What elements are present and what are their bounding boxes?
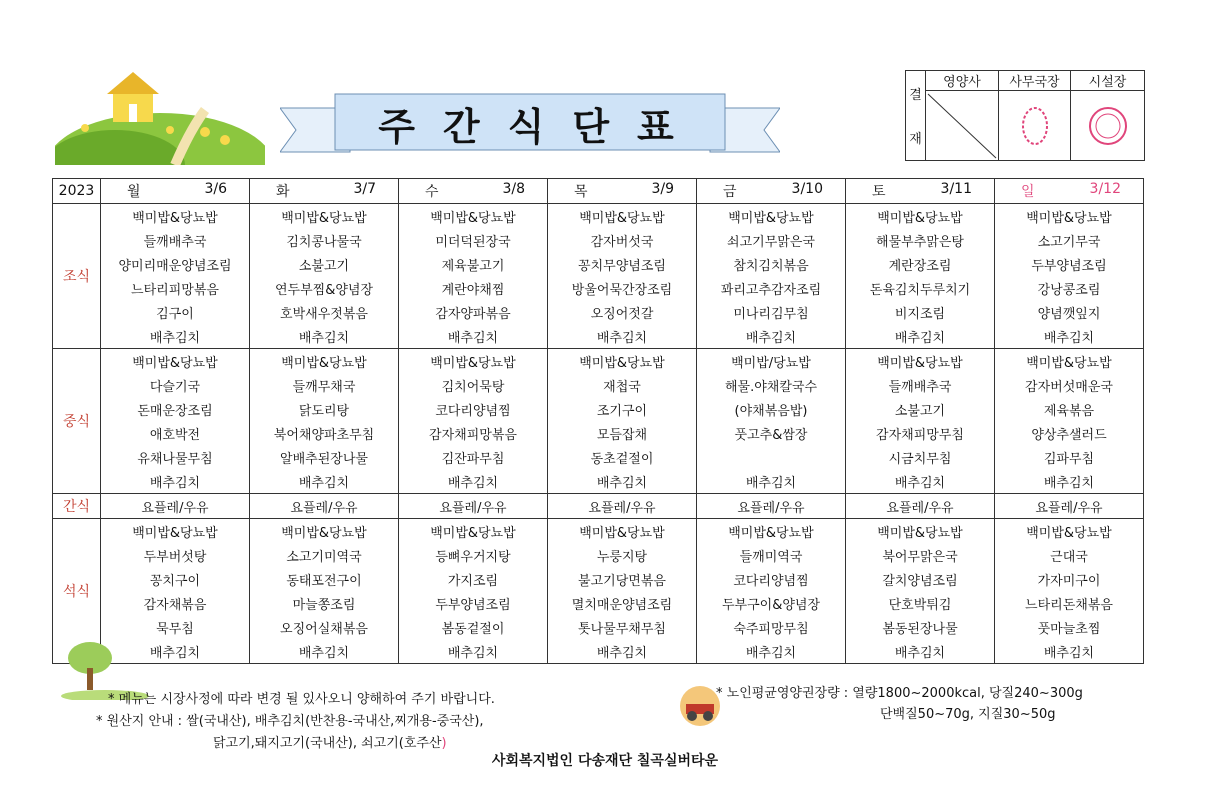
table-row	[53, 252, 1144, 276]
table-row	[53, 591, 1144, 615]
page-title: 주간식단표	[378, 104, 702, 149]
day-header-0	[101, 179, 250, 204]
menu-item: 요플레/우유	[995, 494, 1144, 519]
menu-item: 제육불고기	[399, 252, 548, 276]
menu-item: 백미밥&당뇨밥	[846, 204, 995, 229]
approval-label-bottom: 재	[909, 132, 922, 148]
menu-item: 백미밥&당뇨밥	[101, 204, 250, 229]
approval-label-top: 결	[909, 87, 922, 103]
origin-text-line2	[213, 732, 447, 751]
day-name: 수	[425, 184, 439, 200]
table-row	[53, 445, 1144, 469]
menu-item: 불고기당면볶음	[548, 567, 697, 591]
menu-item: 다슬기국	[101, 373, 250, 397]
meal-label: 중식	[53, 349, 101, 494]
menu-item: 들깨무채국	[250, 373, 399, 397]
menu-item: 배추김치	[250, 639, 399, 664]
menu-item: 백미밥&당뇨밥	[250, 349, 399, 374]
menu-item: (야채볶음밥)	[697, 397, 846, 421]
menu-item: 계란장조림	[846, 252, 995, 276]
menu-item: 요플레/우유	[548, 494, 697, 519]
menu-item: 마늘쫑조림	[250, 591, 399, 615]
day-header-4	[697, 179, 846, 204]
seal-stamp-icon	[1015, 103, 1055, 149]
menu-item: 애호박전	[101, 421, 250, 445]
approval-label	[906, 71, 926, 160]
menu-item: 유채나물무침	[101, 445, 250, 469]
menu-item: 방울어묵간장조림	[548, 276, 697, 300]
menu-item: 누룽지탕	[548, 543, 697, 567]
menu-item: 풋고추&쌈장	[697, 421, 846, 445]
menu-item: 백미밥/당뇨밥	[697, 349, 846, 374]
diagonal-slash	[926, 92, 998, 160]
menu-item: 배추김치	[846, 324, 995, 349]
approval-sign-director	[1071, 91, 1144, 160]
menu-item: 배추김치	[995, 324, 1144, 349]
menu-item: 김구이	[101, 300, 250, 324]
menu-item: 배추김치	[697, 639, 846, 664]
table-row	[53, 397, 1144, 421]
menu-item: 호박새우젓볶음	[250, 300, 399, 324]
nutrition-text-line1: * 노인평균영양권장량 : 열량1800~2000kcal, 당질240~300g	[716, 686, 1083, 701]
menu-item: 요플레/우유	[101, 494, 250, 519]
weekly-menu-table	[52, 178, 1144, 664]
menu-item: 갈치양념조림	[846, 567, 995, 591]
menu-item: 두부구이&양념장	[697, 591, 846, 615]
menu-item: 느타리피망볶음	[101, 276, 250, 300]
menu-item: 계란야채찜	[399, 276, 548, 300]
table-row	[53, 300, 1144, 324]
menu-item: 백미밥&당뇨밥	[548, 204, 697, 229]
menu-item: 코다리양념찜	[399, 397, 548, 421]
table-row	[53, 373, 1144, 397]
menu-item: 양미리매운양념조림	[101, 252, 250, 276]
menu-item: 북어채양파초무침	[250, 421, 399, 445]
menu-item: 코다리양념찜	[697, 567, 846, 591]
menu-item: 감자양파볶음	[399, 300, 548, 324]
menu-item: 배추김치	[697, 469, 846, 494]
table-row	[53, 567, 1144, 591]
menu-item: 소고기미역국	[250, 543, 399, 567]
menu-item: 봄동겉절이	[399, 615, 548, 639]
menu-item: 연두부찜&양념장	[250, 276, 399, 300]
table-row	[53, 519, 1144, 544]
table-row	[53, 639, 1144, 664]
menu-item: 배추김치	[399, 639, 548, 664]
table-row	[53, 615, 1144, 639]
menu-item: 오징어실채볶음	[250, 615, 399, 639]
menu-item: 톳나물무채무침	[548, 615, 697, 639]
menu-item: 양념깻잎지	[995, 300, 1144, 324]
day-header-1	[250, 179, 399, 204]
menu-item: 단호박튀김	[846, 591, 995, 615]
table-row	[53, 228, 1144, 252]
day-header-2	[399, 179, 548, 204]
day-name: 월	[127, 184, 141, 200]
menu-item: 모듬잡채	[548, 421, 697, 445]
approval-col-office-manager: 사무국장	[999, 71, 1071, 91]
menu-item: 알배추된장나물	[250, 445, 399, 469]
table-row	[53, 276, 1144, 300]
menu-item: 요플레/우유	[250, 494, 399, 519]
day-name: 일	[1021, 184, 1035, 200]
menu-item: 꽈리고추감자조림	[697, 276, 846, 300]
menu-item: 소고기무국	[995, 228, 1144, 252]
menu-item: 시금치무침	[846, 445, 995, 469]
menu-item: 요플레/우유	[846, 494, 995, 519]
origin-text-line1: * 원산지 안내 : 쌀(국내산), 배추김치(반찬용-국내산,찌개용-중국산),	[96, 714, 484, 729]
day-name: 목	[574, 184, 588, 200]
menu-item: 배추김치	[101, 639, 250, 664]
menu-item: 배추김치	[101, 324, 250, 349]
day-name: 화	[276, 184, 290, 200]
menu-item: 숙주피망무침	[697, 615, 846, 639]
organization-name: 사회복지법인 다송재단 칠곡실버타운	[491, 753, 719, 769]
day-header-6	[995, 179, 1144, 204]
year-cell: 2023	[53, 179, 101, 204]
menu-item: 백미밥&당뇨밥	[697, 204, 846, 229]
menu-item: 멸치매운양념조림	[548, 591, 697, 615]
nutrition-text-line2: 단백질50~70g, 지질30~50g	[880, 707, 1056, 722]
menu-item: 백미밥&당뇨밥	[101, 519, 250, 544]
table-row	[53, 421, 1144, 445]
menu-item: 백미밥&당뇨밥	[101, 349, 250, 374]
table-header-row	[53, 179, 1144, 204]
menu-item: 해물부추맑은탕	[846, 228, 995, 252]
menu-item: 강낭콩조림	[995, 276, 1144, 300]
table-row	[53, 494, 1144, 519]
menu-item: 감자버섯매운국	[995, 373, 1144, 397]
origin-text-line2-main: 닭고기,돼지고기(국내산), 쇠고기(호주산	[213, 736, 442, 751]
menu-item: 김잔파무침	[399, 445, 548, 469]
menu-item: 배추김치	[548, 469, 697, 494]
menu-item: 꽁치구이	[101, 567, 250, 591]
menu-item: 백미밥&당뇨밥	[250, 204, 399, 229]
menu-item: 감자채볶음	[101, 591, 250, 615]
day-date: 3/6	[204, 181, 227, 197]
menu-item: 배추김치	[548, 639, 697, 664]
menu-item: 배추김치	[250, 324, 399, 349]
menu-item: 느타리돈채볶음	[995, 591, 1144, 615]
menu-item: 배추김치	[697, 324, 846, 349]
menu-item: 배추김치	[846, 639, 995, 664]
menu-item: 들깨미역국	[697, 543, 846, 567]
day-date: 3/10	[791, 181, 823, 197]
menu-item: 배추김치	[548, 324, 697, 349]
menu-item: 백미밥&당뇨밥	[548, 519, 697, 544]
menu-item: 김파무침	[995, 445, 1144, 469]
menu-item: 요플레/우유	[399, 494, 548, 519]
menu-item	[697, 445, 846, 469]
menu-item: 가지조림	[399, 567, 548, 591]
menu-item: 두부버섯탕	[101, 543, 250, 567]
menu-item: 들깨배추국	[101, 228, 250, 252]
menu-item: 백미밥&당뇨밥	[548, 349, 697, 374]
menu-item: 백미밥&당뇨밥	[995, 349, 1144, 374]
menu-item: 쇠고기무맑은국	[697, 228, 846, 252]
menu-item: 동태포전구이	[250, 567, 399, 591]
menu-item: 들깨배추국	[846, 373, 995, 397]
menu-item: 닭도리탕	[250, 397, 399, 421]
menu-item: 백미밥&당뇨밥	[399, 519, 548, 544]
menu-item: 배추김치	[101, 469, 250, 494]
menu-item: 소불고기	[846, 397, 995, 421]
day-date: 3/7	[353, 181, 376, 197]
day-header-3	[548, 179, 697, 204]
menu-item: 백미밥&당뇨밥	[697, 519, 846, 544]
menu-item: 배추김치	[846, 469, 995, 494]
menu-item: 백미밥&당뇨밥	[995, 204, 1144, 229]
menu-item: 배추김치	[995, 469, 1144, 494]
table-row	[53, 349, 1144, 374]
meal-label: 간식	[53, 494, 101, 519]
origin-text-line2-paren: )	[441, 736, 447, 751]
menu-item: 감자버섯국	[548, 228, 697, 252]
day-date: 3/9	[651, 181, 674, 197]
day-name: 금	[723, 184, 737, 200]
table-row	[53, 469, 1144, 494]
menu-item: 감자채피망무침	[846, 421, 995, 445]
table-row	[53, 543, 1144, 567]
menu-item: 가자미구이	[995, 567, 1144, 591]
menu-item: 근대국	[995, 543, 1144, 567]
day-date: 3/8	[502, 181, 525, 197]
approval-sign-office-manager	[999, 91, 1071, 160]
day-header-5	[846, 179, 995, 204]
menu-item: 미나리김무침	[697, 300, 846, 324]
menu-item: 백미밥&당뇨밥	[399, 349, 548, 374]
menu-item: 배추김치	[250, 469, 399, 494]
table-row	[53, 324, 1144, 349]
menu-item: 두부양념조림	[399, 591, 548, 615]
day-date: 3/12	[1089, 181, 1121, 197]
day-name: 토	[872, 184, 886, 200]
menu-item: 돈매운장조림	[101, 397, 250, 421]
menu-item: 백미밥&당뇨밥	[995, 519, 1144, 544]
approval-sign-nutritionist	[926, 91, 999, 160]
menu-item: 소불고기	[250, 252, 399, 276]
menu-item: 북어무맑은국	[846, 543, 995, 567]
approval-box	[905, 70, 1145, 161]
table-row	[53, 204, 1144, 229]
hill-house-illustration	[55, 70, 265, 165]
menu-item: 꽁치무양념조림	[548, 252, 697, 276]
menu-item: 두부양념조림	[995, 252, 1144, 276]
day-date: 3/11	[940, 181, 972, 197]
menu-item: 백미밥&당뇨밥	[846, 519, 995, 544]
meal-label: 조식	[53, 204, 101, 349]
menu-item: 배추김치	[399, 324, 548, 349]
menu-item: 오징어젓갈	[548, 300, 697, 324]
menu-item: 동초겉절이	[548, 445, 697, 469]
menu-item: 요플레/우유	[697, 494, 846, 519]
menu-item: 재첩국	[548, 373, 697, 397]
menu-item: 돈육김치두루치기	[846, 276, 995, 300]
menu-item: 양상추샐러드	[995, 421, 1144, 445]
menu-item: 등뼈우거지탕	[399, 543, 548, 567]
menu-item: 배추김치	[399, 469, 548, 494]
menu-item: 묵무침	[101, 615, 250, 639]
menu-item: 비지조림	[846, 300, 995, 324]
approval-col-director: 시설장	[1071, 71, 1144, 91]
meal-label: 석식	[53, 519, 101, 664]
menu-item: 풋마늘초찜	[995, 615, 1144, 639]
menu-item: 백미밥&당뇨밥	[399, 204, 548, 229]
menu-item: 해물.야채칼국수	[697, 373, 846, 397]
approval-col-nutritionist: 영양사	[926, 71, 999, 91]
notice-text: * 메뉴는 시장사정에 따라 변경 될 있사오니 양해하여 주기 바랍니다.	[108, 692, 495, 707]
menu-item: 참치김치볶음	[697, 252, 846, 276]
menu-item: 감자채피망볶음	[399, 421, 548, 445]
menu-item: 김치콩나물국	[250, 228, 399, 252]
menu-item: 봄동된장나물	[846, 615, 995, 639]
menu-item: 백미밥&당뇨밥	[250, 519, 399, 544]
menu-item: 조기구이	[548, 397, 697, 421]
seal-stamp-icon	[1086, 104, 1130, 148]
menu-item: 제육볶음	[995, 397, 1144, 421]
menu-item: 김치어묵탕	[399, 373, 548, 397]
menu-item: 미더덕된장국	[399, 228, 548, 252]
menu-item: 백미밥&당뇨밥	[846, 349, 995, 374]
menu-item: 배추김치	[995, 639, 1144, 664]
